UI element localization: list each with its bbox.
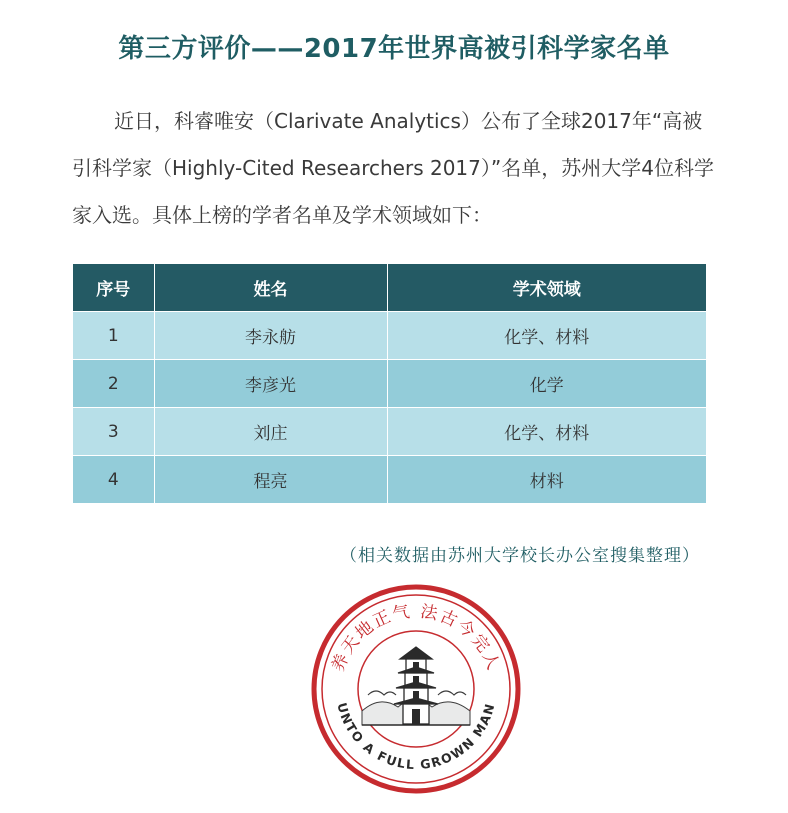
source-note: （相关数据由苏州大学校长办公室搜集整理） [340,546,700,566]
table-row [73,456,706,504]
row-field: 化学、材料 [387,312,706,360]
row-name: 李彦光 [154,360,387,408]
row-number: 3 [73,408,154,456]
intro-paragraph: 近日，科睿唯安（Clarivate Analytics）公布了全球2017年“高被引科学家（Highly-Cited Researchers 2017）”名单，苏州大学4位科学家入选。具体上榜的学者名单及学术领域如下： [72,109,714,227]
row-name: 程亮 [154,456,387,504]
row-field: 化学 [387,360,706,408]
table-header-row [73,264,706,312]
table-row [73,408,706,456]
row-number: 1 [73,312,154,360]
row-field: 材料 [387,456,706,504]
row-name: 刘庄 [154,408,387,456]
university-seal-icon [310,583,522,795]
header-number: 序号 [73,264,154,312]
table-row [73,312,706,360]
header-field: 学术领域 [387,264,706,312]
row-number: 4 [73,456,154,504]
row-name: 李永舫 [154,312,387,360]
page-title: 第三方评价——2017年世界高被引科学家名单 [118,34,670,64]
seal-motto-en: UNTO A FULL GROWN MAN [334,700,498,773]
table-row [73,360,706,408]
header-name: 姓名 [154,264,387,312]
seal-motto-cn: 养天地正气 法古今完人 [328,601,504,675]
researchers-table [73,264,706,503]
row-field: 化学、材料 [387,408,706,456]
row-number: 2 [73,360,154,408]
